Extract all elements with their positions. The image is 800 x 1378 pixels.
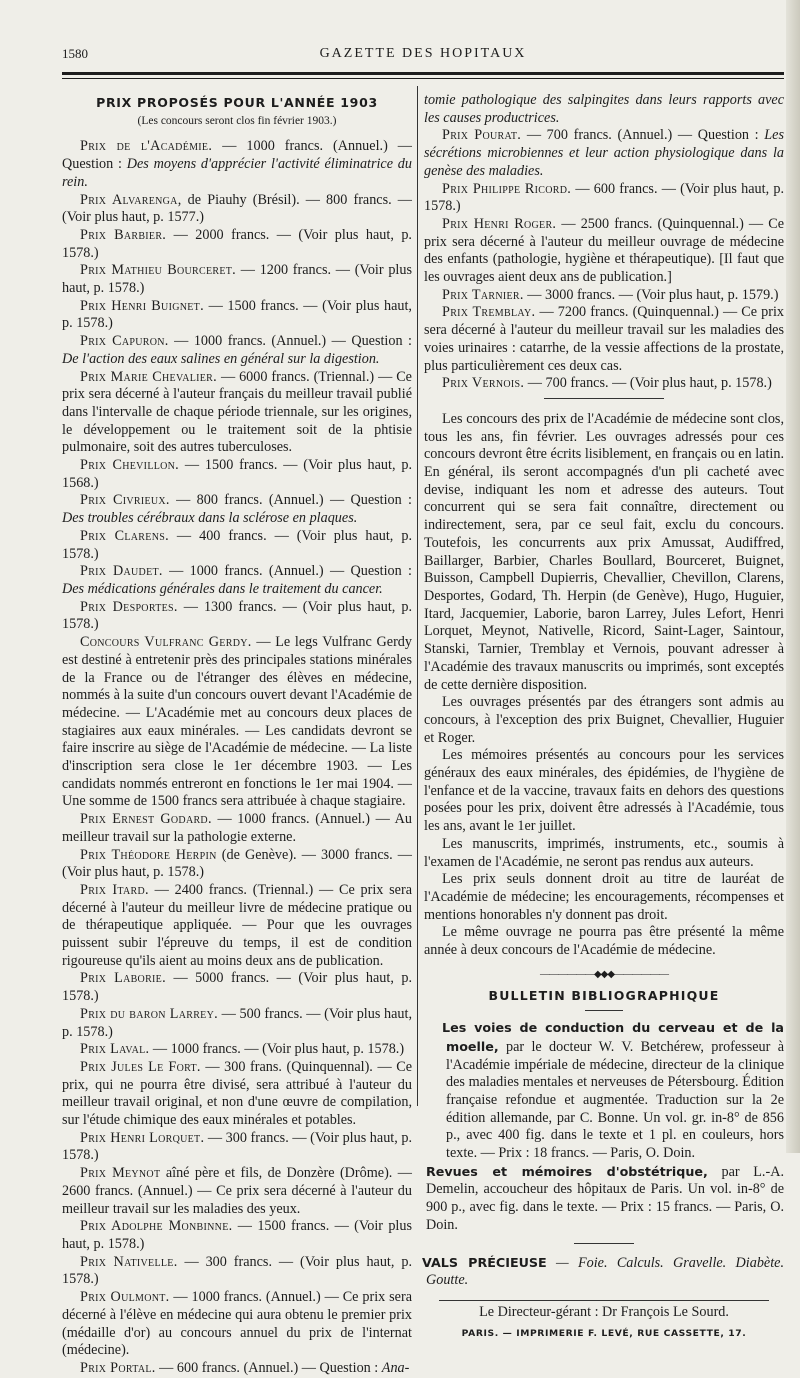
column-divider	[417, 86, 418, 1106]
prize-entry	[62, 457, 412, 492]
prize-name: Prix Tarnier.	[442, 286, 524, 303]
prize-entry	[62, 1289, 412, 1360]
prize-entry	[424, 216, 784, 287]
right-column	[424, 92, 784, 1342]
prize-entry	[62, 970, 412, 1005]
prize-details: — 300 frans. (Quinquennal). — Ce prix, qui ne pourra être divisé, sera attribué à l'auteur du meilleur travail original, et non d'une œuvre de compilation, sur l'étude chimique des eaux minérales et potables.	[62, 1058, 412, 1129]
prize-name: Prix Adolphe Monbinne.	[80, 1218, 233, 1235]
prize-details: — 1000 francs. (Annuel.) — Question :	[162, 563, 413, 580]
prize-name: Prix Pourat.	[442, 127, 522, 144]
prize-details: — 2500 francs. (Quinquennal.) — Ce prix sera décerné à l'auteur du meilleur ouvrage de médecine des enfants (pathologie, hygiène et thérapeutique). [Il faut que les ouvrages aient deux ans de publication.]	[424, 215, 784, 286]
printer-line: PARIS. — IMPRIMERIE F. LEVÉ, RUE CASSETTE, 17.	[461, 1327, 747, 1339]
journal-title: GAZETTE DES HOPITAUX	[319, 46, 527, 61]
competition-rules	[424, 411, 784, 960]
prize-details: — 700 francs. (Annuel.) — Question :	[521, 127, 765, 144]
prize-entry	[424, 287, 784, 305]
prize-name: Concours Vulfranc Gerdy.	[80, 634, 252, 651]
prize-details: — 2400 francs. (Triennal.) — Ce prix sera décerné à l'auteur du meilleur livre de médecine pratique ou de thérapeutique appliquée. — Pour que les ouvrages puissent subir l'épreuve du temps, il est de condition rigoureuse qu'ils aient au moins deux ans de publication.	[62, 881, 412, 969]
left-column	[62, 92, 412, 1378]
prize-question: Les sécrétions microbiennes et leur action physiologique dans la genèse des maladies.	[424, 127, 785, 179]
prize-name: Prix Tremblay.	[442, 304, 536, 321]
prize-entry	[424, 304, 784, 375]
prize-entry	[62, 563, 412, 598]
prize-name: Prix Alvarenga,	[80, 191, 182, 208]
vals-advert: VALS PRÉCIEUSE — Foie. Calculs. Gravelle. Diabète. Goutte.	[422, 1254, 784, 1289]
prize-name: Prix Mathieu Bourceret.	[80, 262, 237, 279]
director-line: Le Directeur-gérant : Dr François Le Sourd.	[479, 1304, 729, 1320]
prize-entry	[62, 369, 412, 458]
prize-name: Prix Itard.	[80, 881, 149, 898]
prize-name: Prix de l'Académie.	[80, 138, 213, 155]
prize-entry	[424, 375, 784, 393]
prize-details: de Piauhy (Brésil). — 800 francs. — (Voir plus haut, p. 1577.)	[62, 191, 412, 226]
prize-name: Prix Henri Buignet.	[80, 297, 204, 314]
prize-entry	[62, 1006, 412, 1041]
prize-name: Prix Meynot	[80, 1165, 161, 1182]
prize-entry	[62, 528, 412, 563]
prize-details: — 1000 francs. (Annuel.) — Au meilleur travail sur la pathologie externe.	[62, 811, 412, 845]
prize-question: De l'action des eaux salines en général sur la digestion.	[62, 350, 380, 367]
rule-paragraph: Le même ouvrage ne pourra pas être présenté la même année à deux concours de l'Académie de médecine.	[424, 924, 784, 959]
prize-entry	[62, 1360, 412, 1378]
prize-entry	[62, 1165, 412, 1218]
prize-name: Prix Clarens.	[80, 527, 169, 544]
prize-name: Prix Daudet.	[80, 563, 163, 580]
prize-entry	[62, 599, 412, 634]
prize-details: — 1000 francs. (Annuel.) — Question :	[62, 138, 412, 173]
prize-details: — 1000 francs. (Annuel.) — Question :	[168, 333, 413, 350]
prize-name: Prix Civrieux.	[80, 492, 170, 509]
prize-question: Des moyens d'apprécier l'activité éliminatrice du rein.	[62, 156, 412, 190]
prize-details: — 1000 francs. — (Voir plus haut, p. 1578.)	[149, 1041, 405, 1058]
page-number: 1580	[62, 46, 88, 61]
prize-details: — 1300 francs. — (Voir plus haut, p. 1578.)	[62, 598, 412, 633]
prize-name: Prix Oulmont.	[80, 1289, 170, 1306]
prize-details: — 600 francs. — (Voir plus haut, p. 1578.)	[424, 180, 785, 215]
prize-question: Des troubles cérébraux dans la sclérose en plaques.	[62, 510, 358, 527]
prize-details: — 1500 francs. — (Voir plus haut, p. 1578.)	[62, 297, 412, 332]
prize-entry	[62, 138, 412, 191]
prize-entry	[62, 298, 412, 333]
prize-name: Prix du baron Larrey.	[80, 1005, 218, 1022]
header-rule-thick	[62, 72, 784, 75]
rule-paragraph: Les ouvrages présentés par des étrangers sont admis au concours, à l'exception des prix Buignet, Chevallier, Huguier et Roger.	[424, 694, 784, 746]
prize-list-left	[62, 138, 412, 1377]
prize-name: Prix Nativelle.	[80, 1253, 178, 1270]
prize-details: — 6000 francs. (Triennal.) — Ce prix sera décerné à l'auteur français du meilleur travail publié dans l'intervalle de chaque période triennale, sur les origines, le développement ou le traitement soit de la phtisie pulmonaire, soit des autres tuberculoses.	[62, 368, 412, 456]
ornament-divider: ——————◆◆◆——————	[539, 968, 669, 980]
prize-name: Prix Desportes.	[80, 598, 178, 615]
continued-text: tomie pathologique des salpingites dans leurs rapports avec les causes productrices.	[424, 92, 784, 126]
prize-details: — 600 francs. (Annuel.) — Question :	[155, 1359, 382, 1376]
page-header	[62, 46, 784, 68]
prize-name: Prix Ernest Godard.	[80, 811, 212, 828]
prize-name: Prix Chevillon.	[80, 457, 180, 474]
prize-entry	[62, 1218, 412, 1253]
prize-details: — 5000 francs. — (Voir plus haut, p. 1578.)	[62, 970, 413, 1005]
prize-entry	[62, 634, 412, 811]
prize-name: Prix Vernois.	[442, 375, 525, 392]
prize-name: Prix Jules Le Fort.	[80, 1058, 201, 1075]
section-subtitle: (Les concours seront clos fin février 1903.)	[137, 114, 337, 127]
prize-entry	[62, 1130, 412, 1165]
prize-details: — Le legs Vulfranc Gerdy est destiné à entretenir près des principales stations minérales de la France ou de l'étranger des élèves en médecine, nommés à la suite d'un concours ouvert devant l'Académie de médecine. — L'Académie met au concours deux places de stagiaires aux eaux minérales. — Les candidats devront se faire inscrire au siège de l'Académie de médecine. — La liste d'inscription sera close le 1er décembre 1903. — Les candidats nommés entreront en fonctions le 1er mai 1904. — Une somme de 1500 francs sera attribuée à chaque stagiaire.	[62, 634, 412, 810]
prize-details: aîné père et fils, de Donzère (Drôme). — 2600 francs. (Annuel.) — Ce prix sera décerné à l'auteur du meilleur travail sur les maladies des yeux.	[62, 1165, 412, 1217]
prize-list-right	[424, 127, 784, 393]
prize-details: — 400 francs. — (Voir plus haut, p. 1578.)	[62, 527, 412, 562]
footer-rule	[439, 1300, 769, 1301]
prize-entry	[62, 192, 412, 227]
prize-details: — 300 francs. — (Voir plus haut, p. 1578.)	[62, 1253, 412, 1288]
prize-details: — 800 francs. (Annuel.) — Question :	[169, 492, 412, 509]
page-edge	[786, 0, 800, 1153]
bib-entry-2: Revues et mémoires d'obstétrique, par L.-A. Demelin, accoucheur des hôpitaux de Paris. Un vol. in-8° de 900 p., avec fig. dans le texte. — Prix : 15 francs. — Paris, O. Doin.	[426, 1163, 784, 1233]
header-rule-thin	[62, 78, 784, 79]
prize-name: Prix Henri Lorquet.	[80, 1129, 205, 1146]
prize-entry	[424, 127, 784, 180]
prize-name: Prix Laborie.	[80, 970, 166, 987]
prize-entry	[62, 227, 412, 262]
prize-details: — 700 francs. — (Voir plus haut, p. 1578.)	[524, 375, 772, 392]
prize-entry	[62, 333, 412, 368]
prize-entry	[62, 1254, 412, 1289]
prize-entry	[62, 847, 412, 882]
prize-details: — 1500 francs. — (Voir plus haut, p. 1578.)	[62, 1218, 412, 1252]
section-rule	[544, 398, 664, 399]
rule-paragraph: Les prix seuls donnent droit au titre de lauréat de l'Académie de médecine; les encouragements, récompenses et mentions honorables n'y donnent pas droit.	[424, 871, 784, 923]
bulletin-title: BULLETIN BIBLIOGRAPHIQUE	[488, 988, 720, 1004]
prize-details: — 7200 francs. (Quinquennal.) — Ce prix sera décerné à l'auteur du meilleur travail sur les maladies des voies urinaires : catarrhe, de la vessie affections de la prostate, plus particulièrement ces deux cas.	[424, 304, 784, 374]
vals-rule	[574, 1243, 634, 1244]
prize-question: Des médications générales dans le traitement du cancer.	[62, 580, 383, 597]
rule-paragraph: Les concours des prix de l'Académie de médecine sont clos, tous les ans, fin février. Les ouvrages adressés pour ces concours devront être écrits lisiblement, en français ou en latin. En général, ils seront accompagnés d'un pli cacheté avec devise, indiquant les nom et adresse des auteurs. Tout concurrent qui se sera fait connaître, directement ou indirectement, sera, par ce seul fait, exclu du concours. Toutefois, les concurrents aux prix Amussat, Audiffred, Baillarger, Barbier, Charles Boullard, Bourceret, Buignet, Buisson, Campbell Dupierris, Chevallier, Chevillon, Clarens, Desportes, Godard, Th. Herpin (de Genève), Hugo, Huguier, Itard, Jacquemier, Laborie, baron Larrey, Jules Lefort, Henri Lorquet, Meynot, Nativelle, Ricord, Saint-Lager, Saintour, Stanski, Tarnier, Tremblay et Vernois, pouvant adresser à l'Académie des travaux manuscrits ou imprimés, sont exceptés de cette dernière disposition.	[424, 410, 784, 693]
section-title: PRIX PROPOSÉS POUR L'ANNÉE 1903	[96, 95, 378, 110]
prize-entry	[62, 492, 412, 527]
bulletin-rule	[585, 1010, 623, 1011]
prize-question: Ana-	[381, 1359, 410, 1376]
prize-details: — 1000 francs. (Annuel.) — Ce prix sera décerné à l'élève en médecine qui aura obtenu le premier prix (médaille d'or) au concours annuel du prix de l'internat (médecine).	[62, 1289, 413, 1359]
prize-details: (de Genève). — 3000 francs. — (Voir plus haut, p. 1578.)	[62, 846, 412, 881]
prize-entry	[62, 882, 412, 971]
prize-name: Prix Marie Chevalier.	[80, 368, 217, 385]
prize-entry	[424, 181, 784, 216]
prize-name: Prix Capuron.	[80, 333, 169, 350]
bib-entry-1: Les voies de conduction du cerveau et de la moelle, par le docteur W. V. Betchérew, professeur à l'Académie impériale de médecine, directeur de la clinique des maladies mentales et nerveuses de Pétersbourg. Édition française refondue et augmentée. Traduction sur la 2e édition allemande, par C. Bonne. Un vol. gr. in-8° de 856 p., avec 400 fig. dans le texte et 1 pl. en couleurs, hors texte. — Prix : 18 francs. — Paris, O. Doin.	[442, 1020, 784, 1162]
rule-paragraph: Les mémoires présentés au concours pour les services généraux des eaux minérales, des épidémies, de l'hygiène de l'enfance et de la vaccine, travaux faits en dehors des questions posées pour les prix, doivent être adressés à l'Académie, tous les ans, avant le 1er juillet.	[424, 747, 784, 835]
prize-details: — 2000 francs. — (Voir plus haut, p. 1578.)	[62, 226, 412, 261]
prize-name: Prix Portal.	[80, 1359, 156, 1376]
prize-name: Prix Théodore Herpin	[80, 846, 217, 863]
prize-entry	[62, 1059, 412, 1130]
prize-name: Prix Laval.	[80, 1041, 150, 1058]
prize-entry	[62, 1041, 412, 1059]
prize-name: Prix Henri Roger.	[442, 215, 557, 232]
prize-details: — 300 francs. — (Voir plus haut, p. 1578.)	[62, 1129, 413, 1164]
rule-paragraph: Les manuscrits, imprimés, instruments, etc., soumis à l'examen de l'Académie, ne seront pas rendus aux auteurs.	[424, 835, 784, 870]
prize-details: — 1500 francs. — (Voir plus haut, p. 1568.)	[62, 457, 412, 491]
prize-details: — 1200 francs. — (Voir plus haut, p. 1578.)	[62, 262, 412, 297]
prize-name: Prix Barbier.	[80, 226, 167, 243]
prize-entry	[62, 811, 412, 846]
prize-details: — 3000 francs. — (Voir plus haut, p. 1579.)	[523, 286, 779, 303]
prize-entry	[62, 262, 412, 297]
prize-details: — 500 francs. — (Voir plus haut, p. 1578.)	[62, 1005, 413, 1040]
prize-name: Prix Philippe Ricord.	[442, 180, 572, 197]
